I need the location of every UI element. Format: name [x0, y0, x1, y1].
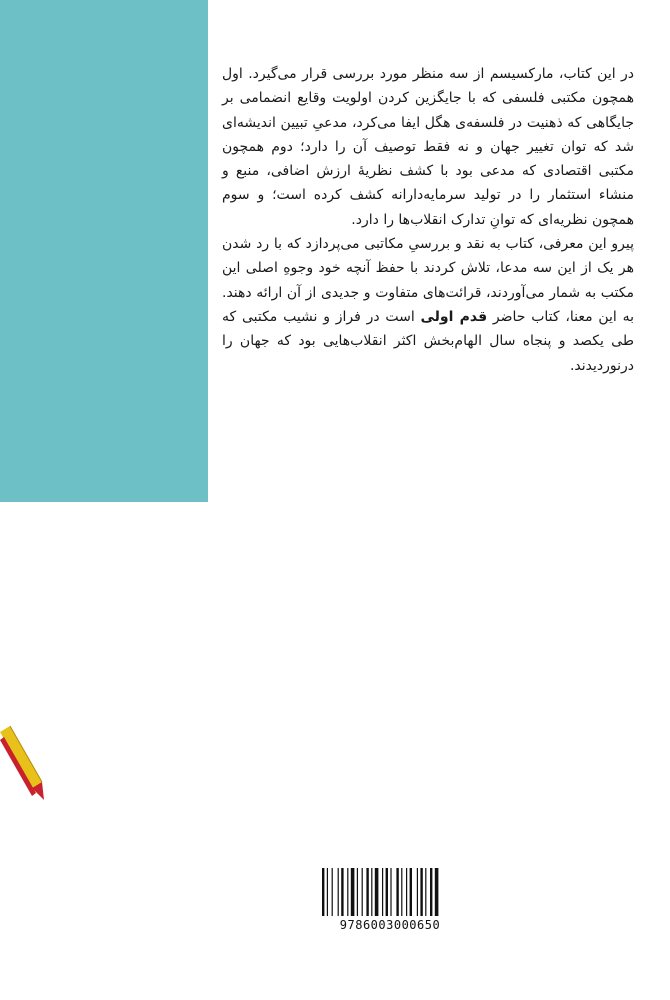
barcode-bars: [318, 868, 462, 916]
barcode-bar: [430, 868, 432, 916]
barcode-bar: [347, 868, 348, 916]
barcode-bar: [362, 868, 363, 916]
barcode-bar: [435, 868, 439, 916]
pencil-graphic: [0, 720, 50, 830]
barcode-bar: [417, 868, 418, 916]
barcode-bar: [338, 868, 339, 916]
barcode-bar: [386, 868, 388, 916]
barcode-bar: [401, 868, 402, 916]
barcode-bar: [425, 868, 426, 916]
barcode-bar: [390, 868, 391, 916]
blurb-paragraph-2-end: است در فراز و نشیب مکتبی که طی یکصد و پنجاه سال الهام‌بخش اکثر انقلاب‌هایی بود که جهان را درنوردیدند.: [222, 308, 634, 374]
pencil-body: [0, 726, 42, 788]
barcode-bar: [375, 868, 379, 916]
barcode-bar: [406, 868, 407, 916]
barcode-bar: [366, 868, 368, 916]
barcode-bar: [332, 868, 333, 916]
barcode-bar: [371, 868, 372, 916]
barcode-bar: [420, 868, 422, 916]
barcode-bar: [351, 868, 355, 916]
barcode: [318, 868, 462, 944]
barcode-bar: [410, 868, 412, 916]
blurb-emphasis: قدم اولی: [420, 308, 488, 325]
teal-color-panel: [0, 0, 208, 502]
barcode-bar: [357, 868, 358, 916]
barcode-bar: [382, 868, 383, 916]
barcode-bar: [327, 868, 328, 916]
blurb-paragraph-2: [222, 232, 634, 378]
back-cover-blurb: [222, 62, 634, 378]
barcode-bar: [396, 868, 398, 916]
blurb-paragraph-2-start: پیرو این معرفی، کتاب به نقد و بررسیِ مکاتبی می‌پردازد که با رد شدن هر یک از این سه مدعا، تلاش کردند با حفظ آنچه خود وجوهِ اصلی این مکتب به شمار می‌آوردند، قرائت‌های متفاوت و جدیدی از آن ارائه دهند. به این معنا، کتاب حاضر: [222, 236, 634, 325]
barcode-bar: [341, 868, 343, 916]
blurb-paragraph-1: در این کتاب، مارکسیسم از سه منظر مورد بررسی قرار می‌گیرد. اول همچون مکتبی فلسفی که با جایگزین کردن اولویت وقایع انضمامی بر جایگاهی که ذهنیت در فلسفه‌ی هگل ایفا می‌کرد، مدعیِ تبیین اندیشه‌ای شد که توان تغییر جهان و نه فقط توصیف آن را دارد؛ دوم همچون مکتبی اقتصادی که مدعی بود با کشف نظریهٔ ارزش اضافی، منبع و منشاء استثمار را در تولید سرمایه‌دارانه کشف کرده است؛ و سوم همچون نظریه‌ای که توانِ تدارک انقلاب‌ها را دارد.: [222, 66, 634, 228]
barcode-bar: [322, 868, 324, 916]
isbn-number: 9786003000650: [339, 918, 441, 932]
